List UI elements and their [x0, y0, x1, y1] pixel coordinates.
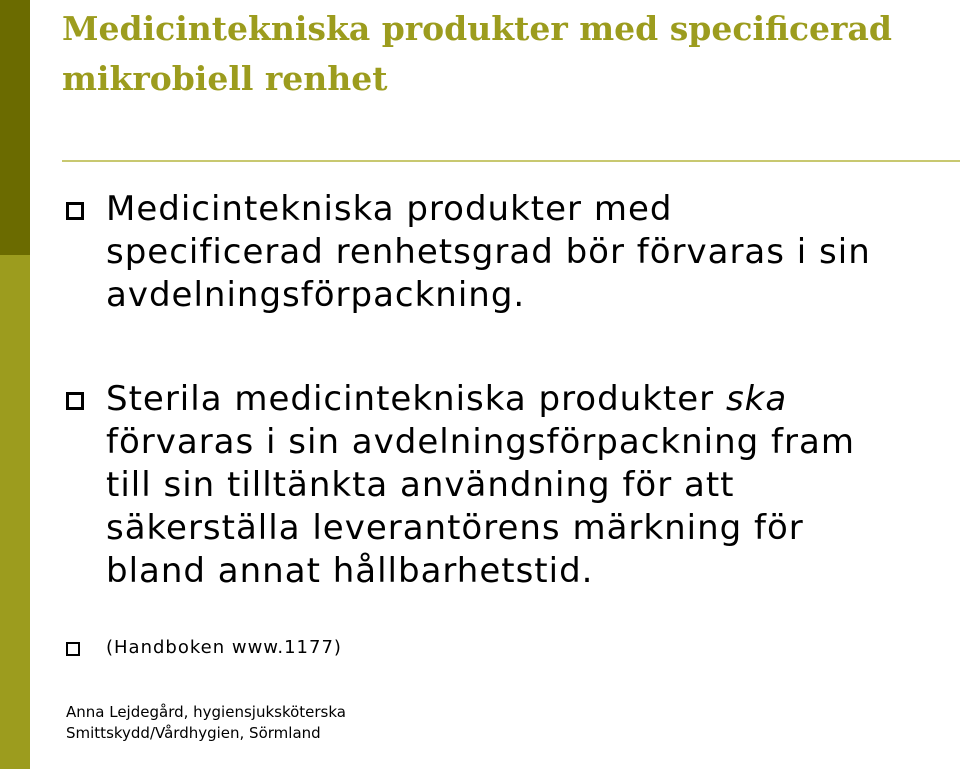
square-bullet-icon [66, 392, 84, 410]
side-bar-top [0, 0, 30, 255]
bullet-2-line-4: säkerställa leverantörens märkning för [106, 508, 804, 548]
slide-title [62, 4, 942, 104]
slide-title-line-1: Medicintekniska produkter med specificerad [62, 9, 892, 48]
bullet-2-emphasis: ska [725, 379, 788, 419]
square-bullet-icon [66, 642, 80, 656]
bullet-2-line-3: till sin tilltänkta användning för att [106, 465, 735, 505]
bullet-2-line-1-text: Sterila medicintekniska produkter [106, 379, 726, 419]
square-bullet-icon [66, 202, 84, 220]
footer-author: Anna Lejdegård, hygiensjuksköterska [66, 703, 346, 721]
footer-department: Smittskydd/Vårdhygien, Sörmland [66, 724, 321, 742]
slide-footer [66, 702, 346, 744]
bullet-1-line-3: avdelningsförpackning. [106, 275, 526, 315]
bullet-1-line-2: specificerad renhetsgrad bör förvaras i sin [106, 232, 871, 272]
bullet-2-line-5: bland annat hållbarhetstid. [106, 551, 594, 591]
slide-title-line-2: mikrobiell renhet [62, 59, 388, 98]
bullet-text-1 [106, 188, 871, 317]
bullet-text-3 [106, 636, 342, 660]
bullet-2-line-1 [106, 378, 855, 421]
title-divider [62, 160, 960, 162]
side-bar-bottom [0, 255, 30, 769]
bullet-2-line-2: förvaras i sin avdelningsförpackning fram [106, 422, 855, 462]
reference-text: (Handboken www.1177) [106, 637, 342, 658]
bullet-text-2 [106, 378, 855, 593]
bullet-1-line-1: Medicintekniska produkter med [106, 189, 673, 229]
